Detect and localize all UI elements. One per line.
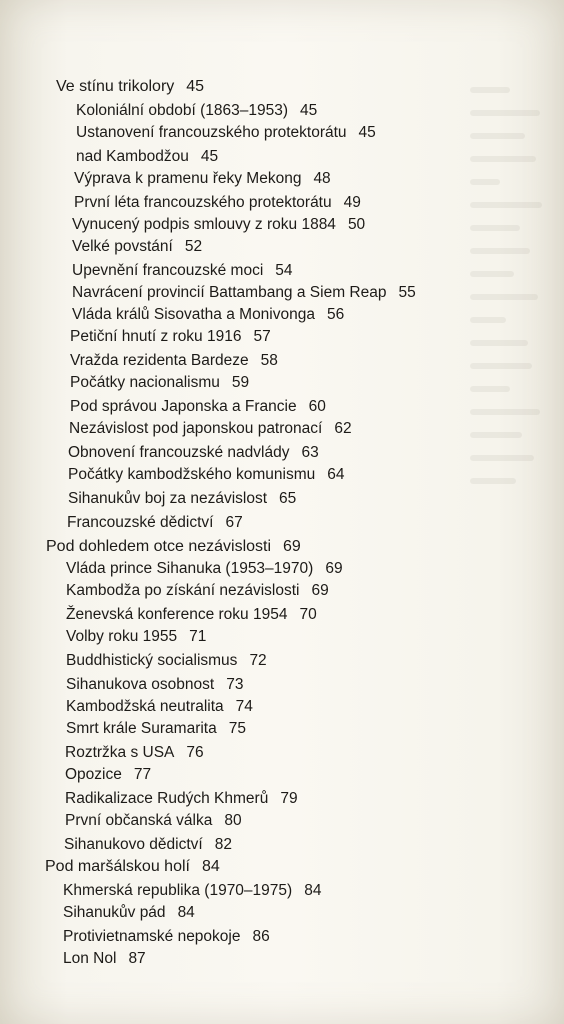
toc-page-number: 52 bbox=[184, 238, 203, 255]
toc-entry bbox=[67, 514, 243, 532]
toc-entry bbox=[66, 676, 243, 694]
toc-page-number: 69 bbox=[325, 560, 343, 577]
toc-page-number: 80 bbox=[224, 812, 242, 829]
toc-entry bbox=[72, 284, 416, 302]
toc-page-number: 75 bbox=[228, 720, 246, 737]
toc-entry-title: Sihanukův boj za nezávislost bbox=[68, 490, 268, 507]
toc-entry-title: Nezávislost pod japonskou patronací bbox=[69, 420, 323, 437]
toc-entry-title: Vynucený podpis smlouvy z roku 1884 bbox=[72, 216, 336, 233]
toc-entry bbox=[63, 950, 146, 968]
toc-entry-title: Vláda králů Sisovatha a Monivonga bbox=[72, 306, 315, 323]
toc-page-number: 54 bbox=[275, 262, 293, 279]
toc-entry-title: Ustanovení francouzského protektorátu bbox=[76, 124, 347, 141]
toc-entry bbox=[70, 352, 278, 370]
toc-page-number: 58 bbox=[260, 352, 278, 369]
toc-entry bbox=[74, 170, 331, 188]
toc-entry-title: Počátky kambodžského komunismu bbox=[68, 466, 316, 483]
toc-entry-title: Khmerská republika (1970–1975) bbox=[63, 882, 293, 899]
toc-page-number: 49 bbox=[343, 194, 361, 211]
toc-entry-title: Výprava k pramenu řeky Mekong bbox=[74, 170, 302, 187]
toc-entry-title: První léta francouzského protektorátu bbox=[74, 194, 332, 211]
toc-entry bbox=[66, 652, 267, 670]
toc-entry bbox=[66, 582, 329, 600]
toc-page-number: 82 bbox=[214, 836, 232, 853]
toc-page-number: 48 bbox=[313, 170, 331, 187]
toc-entry-title: Koloniální období (1863–1953) bbox=[76, 102, 289, 119]
toc-entry bbox=[63, 904, 195, 922]
toc-entry-title: Počátky nacionalismu bbox=[70, 374, 220, 391]
toc-entry-title: Sihanukovo dědictví bbox=[64, 836, 203, 853]
toc-entry-title: Protivietnamské nepokoje bbox=[63, 928, 241, 945]
toc-page-number: 60 bbox=[308, 398, 326, 415]
toc-entry bbox=[66, 560, 343, 578]
toc-entry bbox=[68, 490, 296, 508]
toc-page-number: 45 bbox=[300, 102, 318, 119]
toc-entry bbox=[65, 812, 242, 830]
toc-entry-title: Lon Nol bbox=[63, 950, 117, 967]
toc-page-number: 57 bbox=[253, 328, 271, 345]
toc-entry-title: Sihanukův pád bbox=[63, 904, 166, 921]
toc-page-number: 73 bbox=[226, 676, 244, 693]
toc-entry-title: Pod dohledem otce nezávislosti bbox=[46, 538, 272, 555]
toc-entry-title: Roztržka s USA bbox=[65, 744, 175, 761]
toc-entry bbox=[76, 124, 376, 142]
toc-entry-title: Pod maršálskou holí bbox=[45, 858, 190, 875]
toc-entry bbox=[72, 306, 344, 324]
toc-entry bbox=[65, 790, 298, 808]
toc-entry bbox=[63, 882, 321, 900]
toc-page-number: 77 bbox=[133, 766, 152, 783]
toc-entry-title: Radikalizace Rudých Khmerů bbox=[65, 790, 269, 807]
toc-page-number: 63 bbox=[301, 444, 319, 461]
toc-page-number: 87 bbox=[128, 950, 146, 967]
toc-entry bbox=[70, 374, 249, 392]
toc-page-number: 86 bbox=[252, 928, 270, 945]
toc-entry-title: Petiční hnutí z roku 1916 bbox=[70, 328, 242, 345]
toc-page-number: 72 bbox=[249, 652, 267, 669]
toc-entry-title: Navrácení provincií Battambang a Siem Reap bbox=[72, 284, 387, 301]
toc-entry bbox=[64, 836, 232, 854]
toc-entry-title: Francouzské dědictví bbox=[67, 514, 214, 531]
toc-entry-title: Pod správou Japonska a Francie bbox=[70, 398, 297, 415]
toc-page-number: 55 bbox=[398, 284, 416, 301]
toc-entry bbox=[76, 148, 218, 166]
toc-entry bbox=[63, 928, 270, 946]
toc-page-number: 84 bbox=[304, 882, 322, 899]
show-through-text bbox=[470, 70, 550, 970]
toc-entry-title: Sihanukova osobnost bbox=[66, 676, 215, 693]
toc-page-number: 59 bbox=[231, 374, 250, 391]
toc-page-number: 45 bbox=[186, 78, 205, 95]
toc-page-number: 76 bbox=[186, 744, 204, 761]
toc-page-number: 50 bbox=[347, 216, 366, 233]
toc-chapter bbox=[46, 538, 301, 556]
toc-entry bbox=[72, 262, 293, 280]
toc-entry-title: Ve stínu trikolory bbox=[56, 78, 175, 95]
toc-page-number: 70 bbox=[299, 606, 317, 623]
toc-entry-title: nad Kambodžou bbox=[76, 148, 189, 165]
toc-page-number: 62 bbox=[334, 420, 352, 437]
toc-page-number: 69 bbox=[283, 538, 301, 555]
toc-entry-title: Ženevská konference roku 1954 bbox=[66, 606, 288, 623]
toc-page-number: 64 bbox=[327, 466, 345, 483]
toc-page-number: 67 bbox=[225, 514, 243, 531]
toc-page-number: 84 bbox=[201, 858, 220, 875]
toc-entry bbox=[76, 102, 317, 120]
toc-entry-title: Volby roku 1955 bbox=[66, 628, 178, 645]
toc-page-number: 74 bbox=[235, 698, 253, 715]
toc-page-number: 45 bbox=[358, 124, 376, 141]
toc-entry bbox=[74, 194, 361, 212]
toc-entry-title: Vláda prince Sihanuka (1953–1970) bbox=[66, 560, 314, 577]
toc-entry bbox=[69, 420, 352, 438]
toc-entry bbox=[68, 444, 319, 462]
toc-entry bbox=[72, 238, 202, 256]
toc-entry-title: Vražda rezidenta Bardeze bbox=[70, 352, 249, 369]
toc-entry bbox=[70, 398, 326, 416]
toc-page-number: 84 bbox=[177, 904, 195, 921]
toc-page-number: 65 bbox=[279, 490, 297, 507]
toc-entry bbox=[65, 766, 151, 784]
toc-entry bbox=[72, 216, 365, 234]
toc-entry-title: Smrt krále Suramarita bbox=[66, 720, 217, 737]
toc-page-number: 71 bbox=[189, 628, 207, 645]
toc-chapter bbox=[56, 78, 204, 96]
toc-page-number: 79 bbox=[280, 790, 298, 807]
toc-entry bbox=[65, 744, 204, 762]
toc-entry bbox=[70, 328, 271, 346]
toc-entry-title: První občanská válka bbox=[65, 812, 213, 829]
toc-entry-title: Upevnění francouzské moci bbox=[72, 262, 264, 279]
toc-page-number: 45 bbox=[200, 148, 219, 165]
toc-entry-title: Opozice bbox=[65, 766, 122, 783]
toc-entry bbox=[68, 466, 345, 484]
toc-entry-title: Kambodža po získání nezávislosti bbox=[66, 582, 300, 599]
toc-entry-title: Buddhistický socialismus bbox=[66, 652, 238, 669]
toc-entry bbox=[66, 698, 253, 716]
toc-entry bbox=[66, 628, 206, 646]
toc-page-number: 69 bbox=[311, 582, 329, 599]
toc-entry bbox=[66, 720, 246, 738]
toc-page-number: 56 bbox=[326, 306, 345, 323]
toc-entry-title: Obnovení francouzské nadvlády bbox=[68, 444, 290, 461]
toc-chapter bbox=[45, 858, 220, 876]
toc-entry-title: Velké povstání bbox=[72, 238, 173, 255]
toc-entry-title: Kambodžská neutralita bbox=[66, 698, 224, 715]
toc-entry bbox=[66, 606, 317, 624]
